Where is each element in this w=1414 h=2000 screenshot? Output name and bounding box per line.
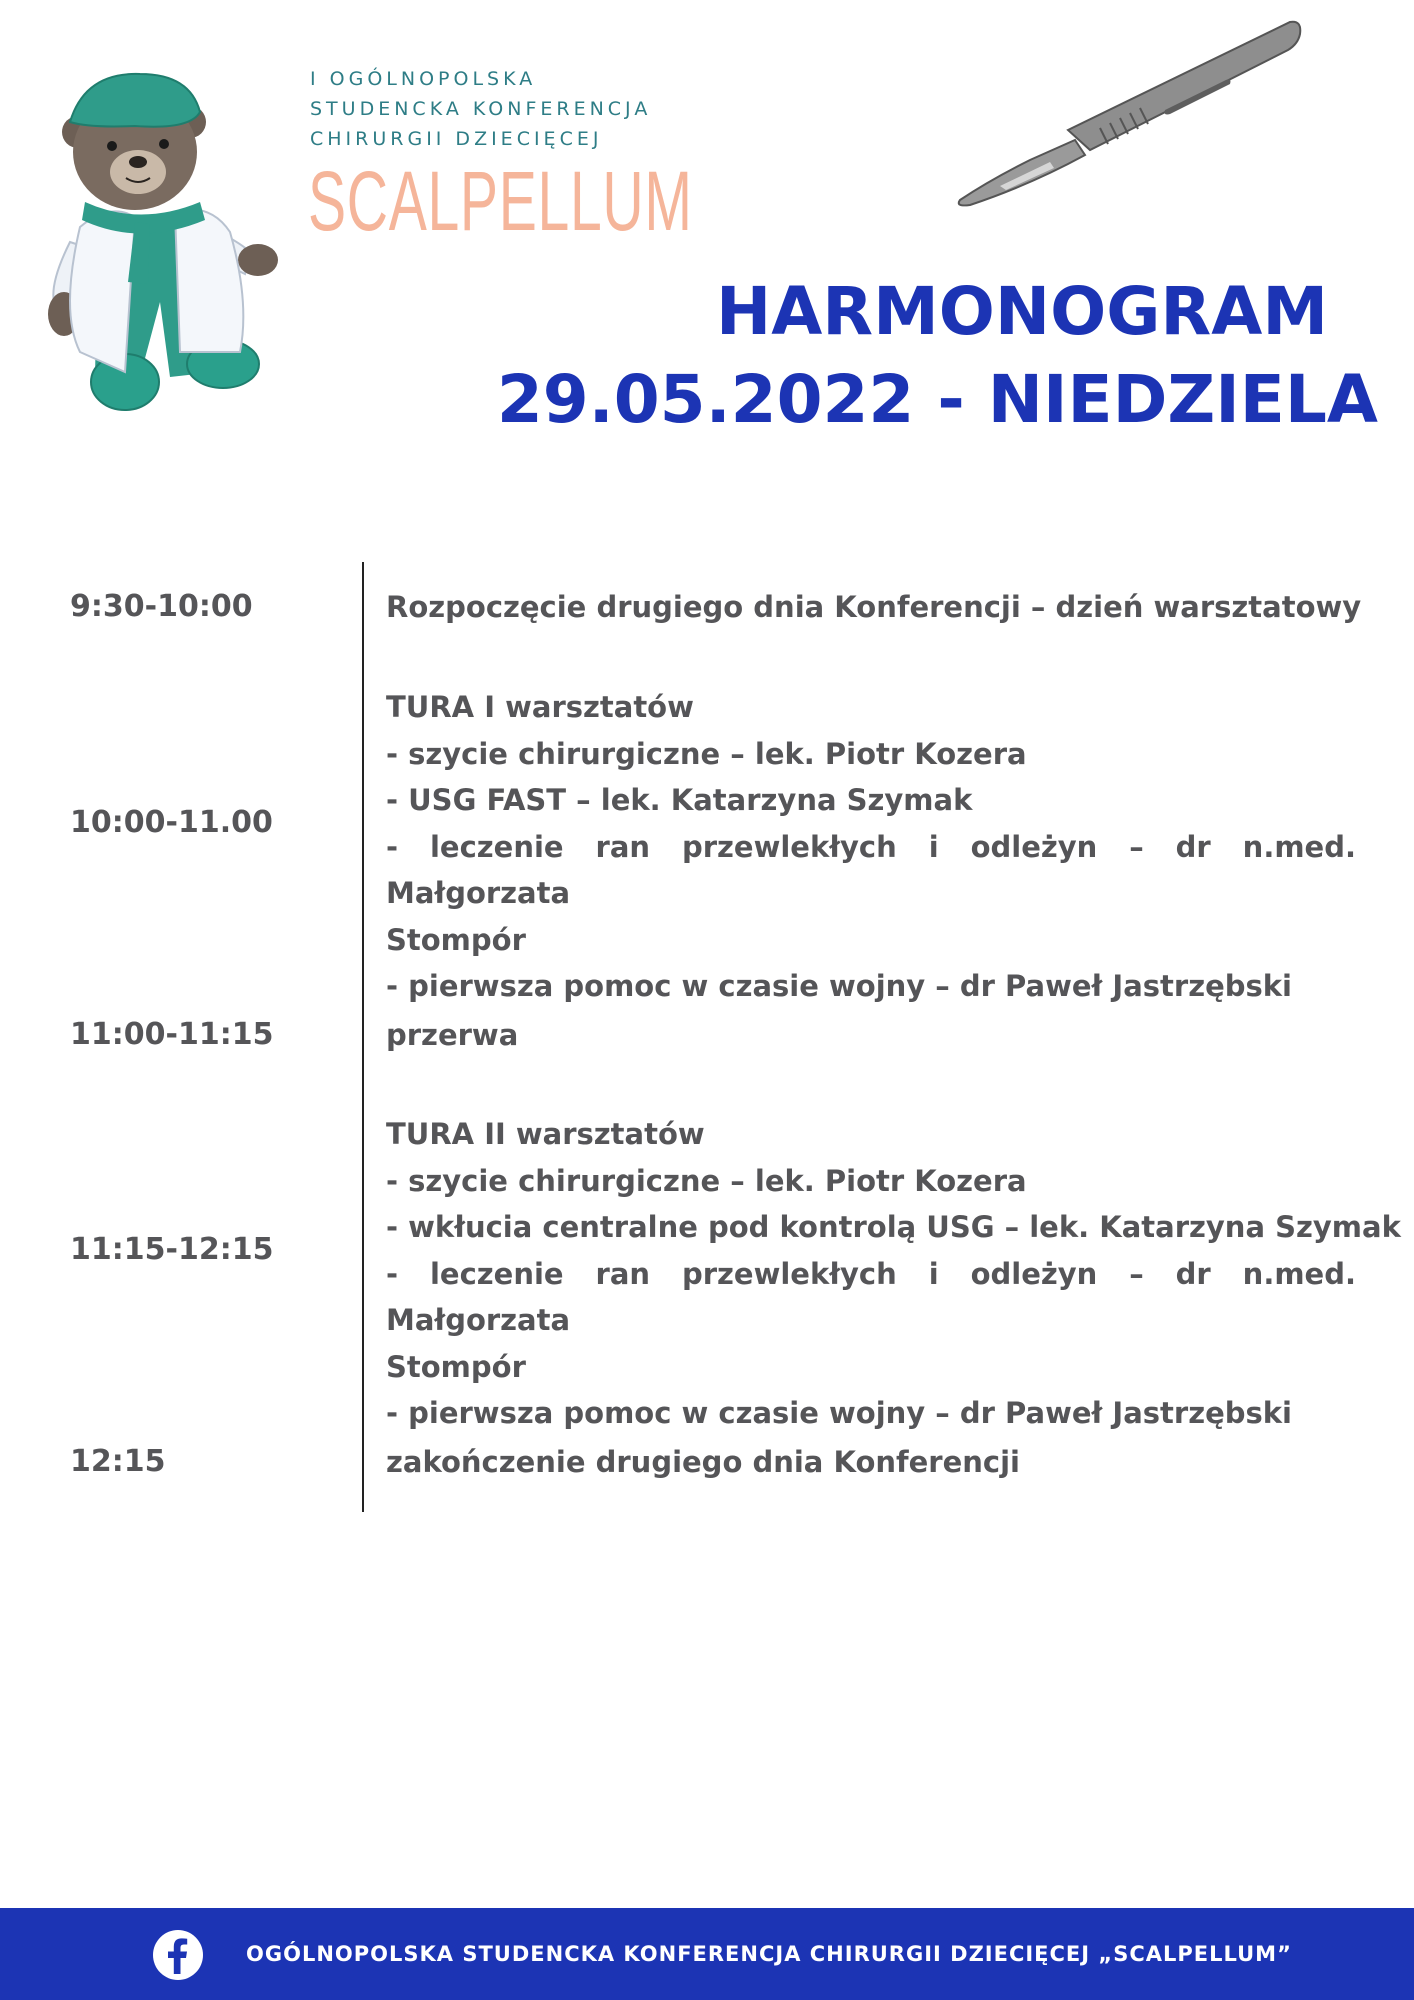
schedule-line: TURA II warsztatów xyxy=(386,1117,705,1151)
schedule-time: 11:15-12:15 xyxy=(70,1232,274,1267)
scalpel-icon xyxy=(950,10,1310,210)
schedule-line: przerwa xyxy=(386,1018,519,1052)
schedule-line: - leczenie ran przewlekłych i odleżyn – dr n.med. Małgorzata xyxy=(386,1256,1356,1337)
schedule-description xyxy=(386,1012,1356,1059)
conference-name xyxy=(310,64,651,154)
facebook-icon[interactable] xyxy=(153,1930,203,1980)
schedule-time: 9:30-10:00 xyxy=(70,589,253,624)
schedule-line: - USG FAST – lek. Katarzyna Szymak xyxy=(386,783,973,817)
teddy-bear-surgeon-mascot xyxy=(40,52,290,422)
schedule-description xyxy=(386,584,1362,631)
schedule-line: zakończenie drugiego dnia Konferencji xyxy=(386,1445,1020,1479)
schedule-line: Rozpoczęcie drugiego dnia Konferencji – dzień warsztatowy xyxy=(386,590,1362,624)
schedule-time: 10:00-11.00 xyxy=(70,805,273,840)
schedule-line: Stompór xyxy=(386,1349,526,1384)
schedule-line: - leczenie ran przewlekłych i odleżyn – dr n.med. Małgorzata xyxy=(386,829,1356,910)
schedule-line: - szycie chirurgiczne – lek. Piotr Kozera xyxy=(386,736,1027,771)
schedule-time: 12:15 xyxy=(70,1444,166,1479)
footer-conference-name: OGÓLNOPOLSKA STUDENCKA KONFERENCJA CHIRURGII DZIECIĘCEJ „SCALPELLUM” xyxy=(246,1942,1292,1966)
schedule-line: - wkłucia centralne pod kontrolą USG – lek. Katarzyna Szymak xyxy=(386,1210,1401,1244)
page-title xyxy=(497,268,1378,444)
schedule-line: TURA I warsztatów xyxy=(386,690,694,724)
title-harmonogram: HARMONOGRAM xyxy=(715,273,1328,350)
schedule-description xyxy=(386,1439,1356,1486)
schedule-description xyxy=(386,1111,1401,1437)
schedule-line: Stompór xyxy=(386,922,526,957)
conference-line-2: STUDENCKA KONFERENCJA xyxy=(310,98,652,120)
schedule-description xyxy=(386,684,1356,1010)
brand-logo-text: SCALPELLUM xyxy=(308,154,693,248)
title-date: 29.05.2022 - NIEDZIELA xyxy=(496,361,1378,438)
conference-line-1: I OGÓLNOPOLSKA xyxy=(310,68,537,90)
schedule-line: - pierwsza pomoc w czasie wojny – dr Paweł Jastrzębski xyxy=(386,969,1292,1003)
conference-line-3: CHIRURGII DZIECIĘCEJ xyxy=(310,128,603,150)
schedule-line: - szycie chirurgiczne – lek. Piotr Kozera xyxy=(386,1163,1027,1198)
schedule-line: - pierwsza pomoc w czasie wojny – dr Paweł Jastrzębski xyxy=(386,1396,1292,1430)
footer-bar xyxy=(0,1908,1414,2000)
schedule-time: 11:00-11:15 xyxy=(70,1017,274,1052)
schedule-divider xyxy=(362,562,364,1512)
